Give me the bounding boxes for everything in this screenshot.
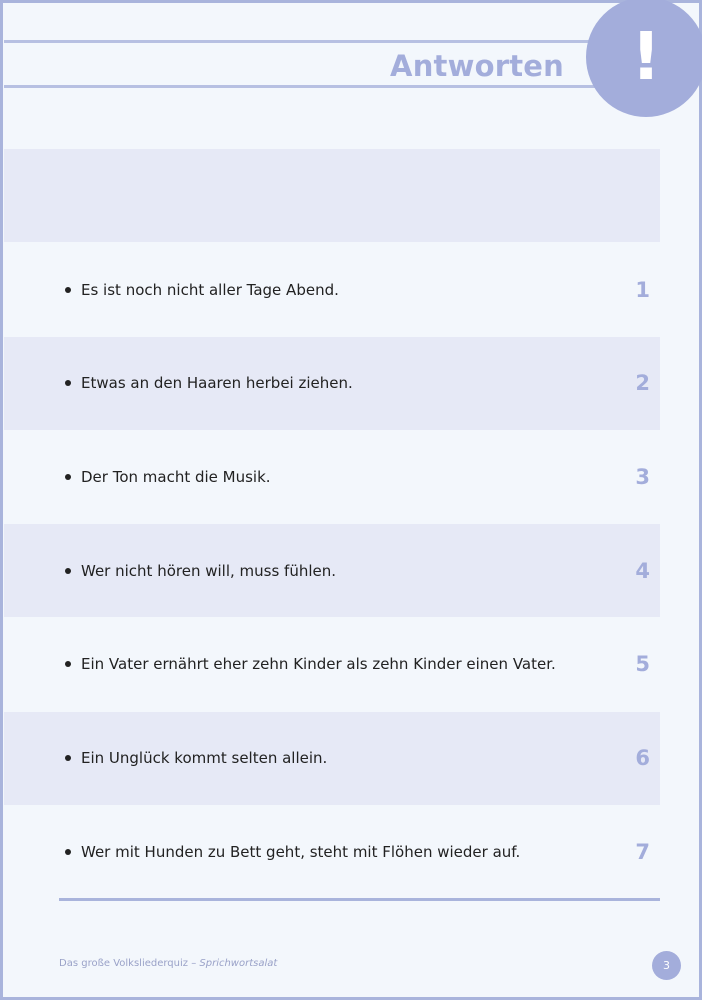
- header-rule-bottom: [4, 85, 604, 88]
- list-item: [4, 618, 660, 711]
- answer-text: Es ist noch nicht aller Tage Abend.: [81, 280, 339, 299]
- answer-text: Ein Unglück kommt selten allein.: [81, 749, 328, 767]
- answer-number: 4: [635, 558, 650, 583]
- bullet-icon: [65, 287, 71, 293]
- footer-caption: [59, 958, 277, 969]
- list-item: [4, 524, 660, 617]
- list-item: [4, 243, 660, 336]
- footer-subtitle: Sprichwortsalat: [199, 958, 278, 969]
- bullet-icon: [65, 380, 71, 386]
- blank-header-band: [4, 149, 660, 242]
- exclamation-icon: !: [586, 0, 702, 117]
- answer-text: Etwas an den Haaren herbei ziehen.: [81, 374, 353, 393]
- list-item: [4, 337, 660, 430]
- answer-number: 5: [635, 652, 650, 677]
- answer-number: 6: [635, 746, 650, 770]
- bullet-icon: [65, 568, 71, 574]
- answer-text: Wer mit Hunden zu Bett geht, steht mit Flöhen wieder auf.: [81, 842, 521, 861]
- footer-rule: [59, 898, 660, 901]
- bullet-icon: [65, 755, 71, 761]
- list-item: [4, 712, 660, 805]
- footer-separator: –: [188, 958, 200, 969]
- answer-text: Ein Vater ernährt eher zehn Kinder als zehn Kinder einen Vater.: [81, 655, 556, 674]
- bullet-icon: [65, 474, 71, 480]
- answer-number: 2: [635, 371, 650, 396]
- bullet-icon: [65, 849, 71, 855]
- list-item: [4, 430, 660, 523]
- answer-number: 1: [635, 277, 650, 302]
- bullet-icon: [65, 661, 71, 667]
- answer-text: Wer nicht hören will, muss fühlen.: [81, 561, 337, 580]
- footer-book-title: Das große Volksliederquiz: [59, 958, 189, 969]
- page-number-badge: 3: [652, 951, 681, 980]
- header-rule-top: [4, 40, 604, 43]
- answer-number: 3: [635, 464, 650, 489]
- answer-text: Der Ton macht die Musik.: [81, 467, 271, 486]
- list-item: [4, 805, 660, 898]
- answer-number: 7: [635, 839, 650, 864]
- page-title: Antworten: [390, 49, 564, 83]
